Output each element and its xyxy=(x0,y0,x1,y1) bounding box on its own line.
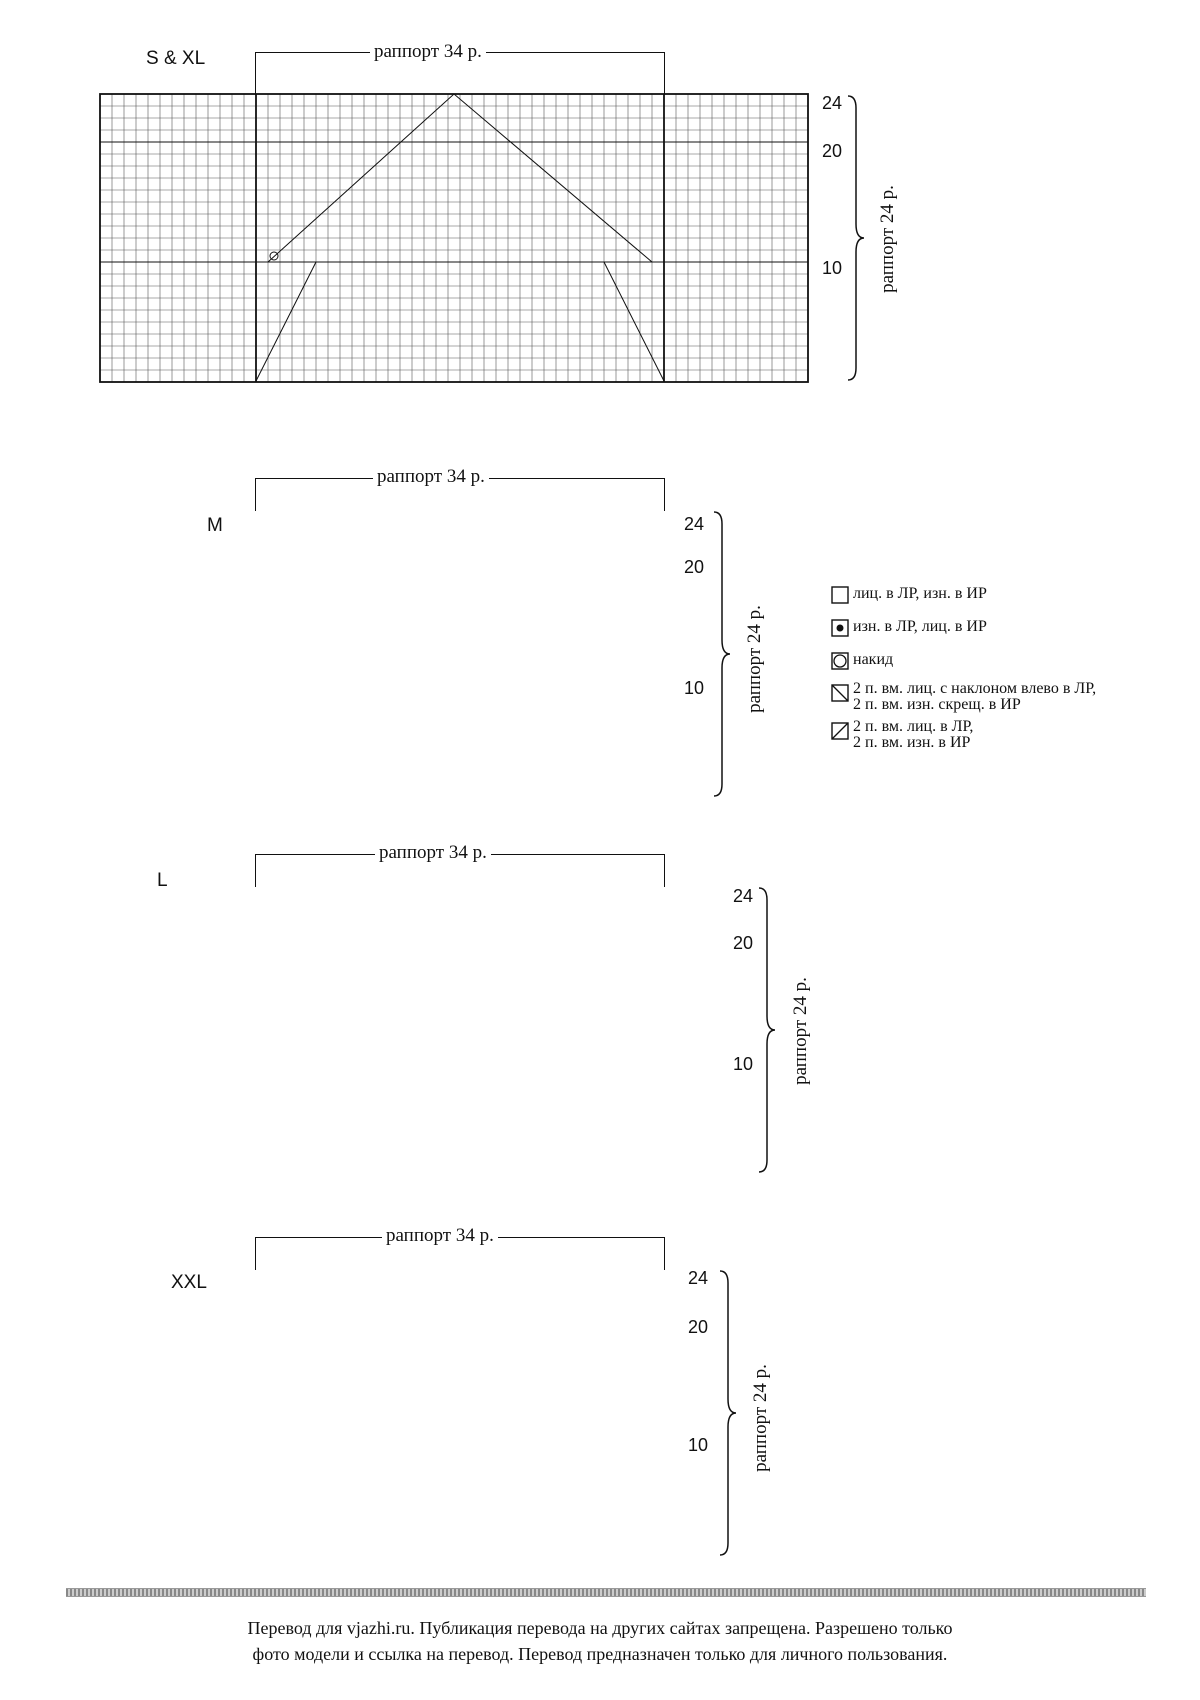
row-number-20: 20 xyxy=(684,557,705,577)
legend-item xyxy=(831,652,893,670)
knit-chart-grid xyxy=(183,886,687,1174)
repeat-label: раппорт 34 р. xyxy=(373,466,489,488)
legend-item xyxy=(831,719,973,751)
row-number-24: 24 xyxy=(684,514,705,534)
row-number-24: 24 xyxy=(733,886,754,906)
repeat-label: раппорт 34 р. xyxy=(382,1225,498,1247)
row-number-24: 24 xyxy=(688,1268,709,1288)
legend-text: 2 п. вм. лиц. с наклоном влево в ЛР, xyxy=(853,680,1097,697)
legend-text: 2 п. вм. изн. в ИР xyxy=(853,734,971,751)
rows-label: раппорт 24 р. xyxy=(790,977,811,1085)
legend-text: 2 п. вм. лиц. в ЛР, xyxy=(853,718,974,735)
rows-brace xyxy=(712,510,732,798)
size-label: L xyxy=(157,870,168,891)
divider xyxy=(66,1588,1146,1597)
legend-item xyxy=(831,619,987,637)
repeat-label: раппорт 34 р. xyxy=(375,842,491,864)
legend-text: 2 п. вм. изн. скрещ. в ИР xyxy=(853,696,1021,713)
footer-line: Перевод для vjazhi.ru. Публикация перевода на других сайтах запрещена. Разрешено только xyxy=(247,1618,953,1638)
row-number-24: 24 xyxy=(822,93,843,113)
size-label: S & XL xyxy=(146,48,206,69)
row-number-10: 10 xyxy=(822,258,843,278)
repeat-label: раппорт 34 р. xyxy=(370,41,486,63)
row-number-10: 10 xyxy=(688,1435,709,1455)
empty-square-icon xyxy=(831,586,849,604)
legend-text: изн. в ЛР, лиц. в ИР xyxy=(853,618,987,635)
footer-note xyxy=(60,1615,1140,1667)
slash-square-icon xyxy=(831,722,849,740)
knit-chart-grid xyxy=(243,510,675,798)
backslash-square-icon xyxy=(831,684,849,702)
row-number-10: 10 xyxy=(733,1054,754,1074)
rows-label: раппорт 24 р. xyxy=(877,185,898,293)
legend-text: лиц. в ЛР, изн. в ИР xyxy=(853,585,987,602)
circle-square-icon xyxy=(831,652,849,670)
rows-label: раппорт 24 р. xyxy=(750,1364,771,1472)
rows-brace xyxy=(718,1269,738,1557)
footer-line: фото модели и ссылка на перевод. Перевод предназначен только для личного пользования. xyxy=(252,1644,948,1664)
rows-brace xyxy=(846,94,866,382)
row-number-20: 20 xyxy=(688,1317,709,1337)
legend-item xyxy=(831,681,1096,713)
rows-brace xyxy=(757,886,777,1174)
dot-square-icon xyxy=(831,619,849,637)
row-number-10: 10 xyxy=(684,678,705,698)
legend-item xyxy=(831,586,987,604)
legend-text: накид xyxy=(853,651,894,668)
row-number-20: 20 xyxy=(822,141,843,161)
size-label: M xyxy=(207,515,223,536)
size-label: XXL xyxy=(171,1272,207,1293)
knit-chart-grid xyxy=(235,1269,667,1557)
knit-chart-grid xyxy=(100,94,820,382)
row-number-20: 20 xyxy=(733,933,754,953)
rows-label: раппорт 24 р. xyxy=(744,605,765,713)
